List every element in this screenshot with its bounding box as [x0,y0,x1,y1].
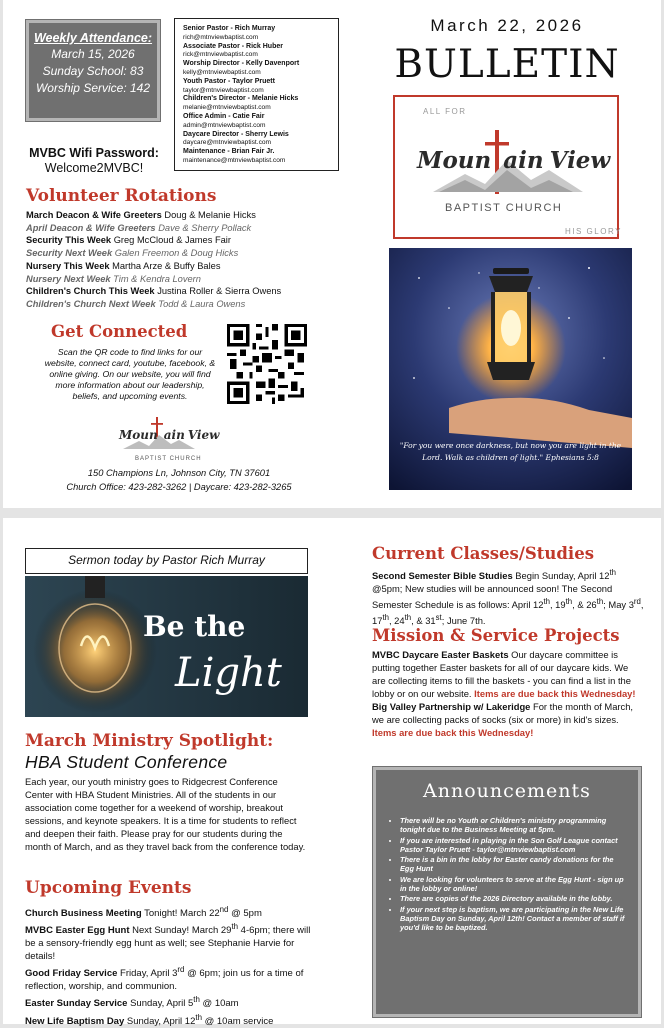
staff-email[interactable]: admin@mtnviewbaptist.com [183,121,266,129]
mission-item: Big Valley Partnership w/ Lakeridge For the month of March, we are collecting packs of socks (six or more) in kid's sizes. Items are due back this Wednesday! [372,701,634,738]
volunteer-row: Nursery Next Week Tim & Kendra Lovern [26,273,201,284]
church-address [29,466,329,494]
staff-email[interactable]: maintenance@mtnviewbaptist.com [183,156,286,164]
staff-row [183,113,338,131]
announcements-box [373,767,641,1017]
staff-email[interactable]: melanie@mtnviewbaptist.com [183,104,271,112]
mission-title: Mission & Service Projects [372,626,620,645]
staff-row [183,148,338,166]
staff-role: Office Admin - Catie Fair [183,112,265,120]
small-logo-church: BAPTIST CHURCH [135,456,202,462]
scripture-verse: "For you were once darkness, but now you are light in the Lord. Walk as children of light." Ephesians 5:8 [399,441,622,462]
mountain-view-logo [403,100,622,238]
get-connected-text: Scan the QR code to find links for our website, connect card, youtube, facebook, & online giving. On our website, you will find more information about our leadership, beliefs, and upcoming events. [44,347,216,401]
bulletin-page-2 [3,518,661,1027]
mountain-view-small-logo [113,413,220,465]
staff-row [183,78,338,96]
attendance-box [26,20,160,121]
sermon-label: Sermon today by Pastor Rich Murray [25,548,308,574]
staff-row [183,95,338,113]
staff-email[interactable]: rich@mtnviewbaptist.com [183,33,259,41]
event-item: Church Business Meeting Tonight! March 22nd @ 5pm [25,905,262,920]
wifi-password: Welcome2MVBC! [44,161,144,175]
events-list [25,903,315,1028]
wifi-info [25,146,163,176]
staff-row [183,43,338,61]
staff-role: Daycare Director - Sherry Lewis [183,130,289,138]
attendance-date: March 15, 2026 [51,47,135,61]
staff-role: Associate Pastor - Rick Huber [183,42,283,50]
classes-body: Second Semester Bible Studies Begin Sunday, April 12th @5pm; New studies will be announced soon! The Second Semester Schedule is as follows: April 12th, 19th, & 26th; May 3rd, 17th, 24th, & 31st; June 7th. [372,568,644,627]
small-logo-name: Moun ain View [119,428,220,442]
staff-row [183,25,338,43]
light-bulb-icon [85,576,105,598]
logo-name: Moun ain View [417,147,611,174]
announcements-title: Announcements [423,780,591,802]
sunday-school-count: Sunday School: 83 [42,64,144,78]
wifi-label: MVBC Wifi Password: [29,146,159,160]
announcement-item: • There are copies of the 2026 Directory available in the lobby. [400,894,628,903]
staff-row [183,60,338,78]
event-item: Good Friday Service Friday, April 3rd @ 6pm; join us for a time of reflection, worship, and communion. [25,965,304,993]
ministry-spotlight-title: March Ministry Spotlight: [25,731,274,751]
upcoming-events-title: Upcoming Events [25,878,192,898]
announcement-item: • We are looking for volunteers to serve at the Egg Hunt - sign up in the lobby or online! [400,875,628,894]
sermon-title-line2: Light [175,650,282,696]
volunteer-row: Nursery This Week Martha Arze & Buffy Bales [26,260,221,271]
staff-row [183,131,338,149]
event-item: MVBC Easter Egg Hunt Next Sunday! March 29th 4-6pm; there will be a sensory-friendly egg hunt as well; see Stephanie Harvie for details! [25,922,311,963]
staff-role: Maintenance - Brian Fair Jr. [183,148,275,156]
volunteer-row: Children's Church This Week Justina Roller & Sierra Owens [26,286,282,297]
announcements-list [400,816,628,933]
staff-email[interactable]: taylor@mtnviewbaptist.com [183,86,264,94]
staff-email[interactable]: rick@mtnviewbaptist.com [183,51,258,59]
sermon-title-line1: Be the [143,610,246,643]
volunteer-row: Security Next Week Galen Freemon & Doug Hicks [26,248,239,259]
volunteer-rotations-title: Volunteer Rotations [26,186,217,206]
volunteer-row: April Deacon & Wife Greeters Dave & Sherry Pollack [26,222,252,233]
announcement-item: • If you are interested in playing in the Son Golf League contact Pastor Taylor Pruett - taylor@mtnviewbaptist.com [400,836,628,855]
ministry-spotlight-subtitle: HBA Student Conference [25,752,228,772]
bulletin-title: BULLETIN [394,42,620,87]
announcement-item: • If your next step is baptism, we are participating in the New Life Baptism Day on Sunday, April 12th! Contact a member of staff if you'd like to be baptized. [400,905,628,933]
get-connected-title: Get Connected [51,322,188,341]
staff-role: Children's Director - Melanie Hicks [183,95,299,103]
logo-church: BAPTIST CHURCH [445,202,563,214]
event-item: Easter Sunday Service Sunday, April 5th @ 10am [25,995,239,1010]
qr-code-icon[interactable] [227,324,307,404]
classes-title: Current Classes/Studies [372,544,594,563]
staff-email[interactable]: daycare@mtnviewbaptist.com [183,139,272,147]
logo-his-glory: HIS GLORY [565,227,622,236]
phone-line: Church Office: 423-282-3262 | Daycare: 423-282-3265 [66,482,292,492]
ministry-spotlight-body: Each year, our youth ministry goes to Ridgecrest Conference Center with HBA Student Ministries. All of the students in our association come together for a weekend of worship, breakout sessions, and keynote speakers. It is a time for students to reflect and deepen their faith. Please pray for our students during the month of March, and as they travel back from the conference today. [25,776,306,852]
volunteer-row: Security This Week Greg McCloud & James Fair [26,235,231,246]
mission-body [372,648,644,739]
staff-email[interactable]: kelly@mtnviewbaptist.com [183,68,261,76]
event-item: New Life Baptism Day Sunday, April 12th @ 10am service [25,1012,274,1027]
attendance-title: Weekly Attendance: [33,31,153,45]
staff-role: Worship Director - Kelly Davenport [183,60,300,68]
bulletin-date: March 22, 2026 [430,16,584,35]
mission-item: MVBC Daycare Easter Baskets Our daycare committee is putting together Easter baskets for all of our daycare kids. We are collecting items to fill the baskets - you can find a list in the lobby or on our website. Items are due back this Wednesday! [372,649,636,699]
worship-count: Worship Service: 142 [35,81,151,95]
lantern-icon [493,268,529,274]
volunteer-row: Children's Church Next Week Todd & Laura Owens [26,298,246,309]
volunteer-list [26,209,366,311]
volunteer-row: March Deacon & Wife Greeters Doug & Melanie Hicks [26,210,256,220]
staff-role: Youth Pastor - Taylor Pruett [183,77,275,85]
announcement-item: • There will be no Youth or Children's ministry programming tonight due to the Business Meeting at 5pm. [400,816,628,835]
address-line: 150 Champions Ln, Johnson City, TN 37601 [87,468,271,478]
staff-directory [174,18,339,171]
logo-all-for: ALL FOR [423,107,467,116]
bulletin-page-1 [3,0,661,508]
staff-role: Senior Pastor - Rich Murray [183,25,276,32]
light-bulb-image [25,576,308,717]
announcement-item: • There is a bin in the lobby for Easter candy donations for the Egg Hunt [400,855,628,874]
